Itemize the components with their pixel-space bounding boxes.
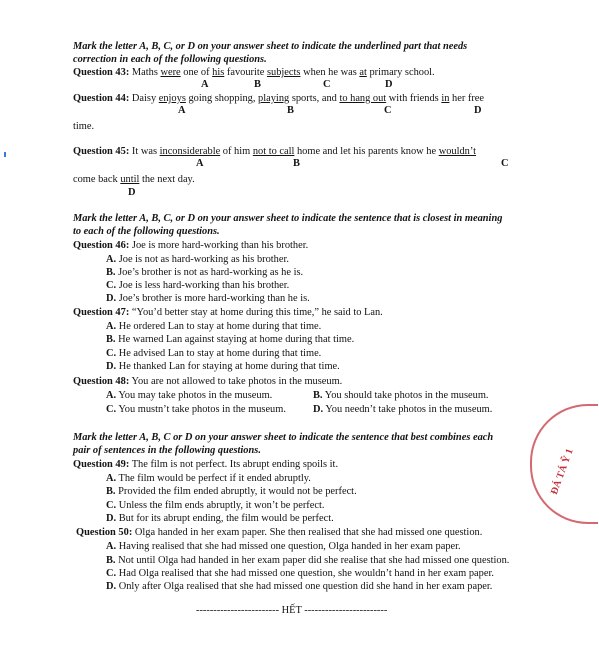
q-text: when he was (300, 67, 360, 78)
q46-option-b (106, 266, 303, 279)
underlined-part-c: subjects (266, 67, 301, 78)
option-text: Having realised that she had missed one question, Olga handed in her exam paper. (116, 541, 461, 552)
underlined-part-b: not to call (252, 146, 295, 157)
option-text: Joe’s brother is not as hard-working as he is. (115, 267, 304, 278)
q43-letter-d: D (385, 79, 393, 90)
q44-letter-a: A (178, 105, 186, 116)
q49-option-d (106, 512, 334, 525)
option-letter: C. (106, 568, 117, 579)
underlined-part-a: were (160, 67, 181, 78)
option-letter: D. (106, 361, 117, 372)
q-text: home and let his parents know he (294, 146, 439, 157)
question-stem: Joe is more hard-working than his brother. (129, 240, 309, 251)
option-letter: B. (106, 334, 116, 345)
q-text: one of (180, 67, 213, 78)
option-letter: B. (313, 390, 323, 401)
section2-instruction-line2: to each of the following questions. (73, 226, 220, 237)
q45-line2 (73, 173, 195, 186)
q-text: come back (73, 174, 121, 185)
q48-option-d (313, 403, 492, 416)
q43-letter-b: B (254, 79, 261, 90)
underlined-part-b: his (212, 67, 225, 78)
question-label: Question 46: (73, 240, 130, 251)
q50-option-b (106, 554, 509, 567)
option-letter: D. (106, 293, 117, 304)
question-stem: Olga handed in her exam paper. She then realised that she had missed one question. (132, 527, 483, 538)
underlined-part-a: inconsiderable (159, 146, 221, 157)
option-letter: A. (106, 321, 117, 332)
option-text: Provided the film ended abruptly, it would not be perfect. (115, 486, 357, 497)
question-44 (73, 92, 484, 105)
q-text: the next day. (139, 174, 195, 185)
option-text: Only after Olga realised that she had missed one question did she hand in her exam paper. (116, 581, 493, 592)
option-letter: C. (106, 348, 117, 359)
underlined-part-b: playing (258, 93, 290, 104)
option-text: Joe is not as hard-working as his brother. (116, 254, 289, 265)
q48-option-c (106, 403, 286, 416)
option-letter: B. (106, 555, 116, 566)
q45-letter-d: D (128, 187, 136, 198)
question-stem: “You’d better stay at home during this time,” he said to Lan. (129, 307, 383, 318)
q46-option-c (106, 279, 289, 292)
option-letter: A. (106, 390, 117, 401)
q-text: Daisy (129, 93, 159, 104)
q50-option-a (106, 540, 461, 553)
option-text: You mustn’t take photos in the museum. (116, 404, 286, 415)
q-text: Maths (129, 67, 161, 78)
question-48 (73, 375, 342, 388)
q50-option-d (106, 580, 492, 593)
question-label: Question 50: (76, 527, 133, 538)
end-marker: ------------------------ HẾT ------------------------ (196, 605, 388, 616)
option-letter: C. (106, 500, 117, 511)
option-letter: D. (106, 513, 117, 524)
question-49 (73, 458, 338, 471)
q43-letter-a: A (201, 79, 209, 90)
option-text: You may take photos in the museum. (116, 390, 273, 401)
option-letter: C. (106, 280, 117, 291)
option-letter: C. (106, 404, 117, 415)
option-text: He ordered Lan to stay at home during that time. (116, 321, 322, 332)
option-letter: B. (106, 267, 116, 278)
q44-letter-c: C (384, 105, 392, 116)
q46-option-a (106, 253, 289, 266)
option-letter: A. (106, 541, 117, 552)
q44-letter-d: D (474, 105, 482, 116)
q45-letter-a: A (196, 158, 204, 169)
option-text: Had Olga realised that she had missed one question, she wouldn’t hand in her exam paper. (116, 568, 494, 579)
q-text: going shopping, (185, 93, 259, 104)
q44-continuation: time. (73, 121, 95, 132)
underlined-part-c: to hang out (339, 93, 387, 104)
q47-option-a (106, 320, 321, 333)
underlined-part-d: until (120, 174, 140, 185)
option-text: The film would be perfect if it ended abruptly. (116, 473, 311, 484)
option-text: Joe is less hard-working than his brother. (116, 280, 290, 291)
section3-instruction-line2: pair of sentences in the following questions. (73, 445, 261, 456)
question-label: Question 44: (73, 93, 130, 104)
q-text: primary school. (366, 67, 435, 78)
stamp-text: ĐÁ TÁ Ỹ 1 (548, 447, 576, 497)
q47-option-c (106, 347, 321, 360)
option-letter: D. (106, 581, 117, 592)
option-text: Not until Olga had handed in her exam paper did she realise that she had missed one question. (115, 555, 510, 566)
underlined-part-c: wouldn’t (438, 146, 477, 157)
q46-option-d (106, 292, 310, 305)
question-stem: You are not allowed to take photos in the museum. (129, 376, 343, 387)
option-text: Joe’s brother is more hard-working than he is. (116, 293, 310, 304)
q47-option-b (106, 333, 354, 346)
q48-option-a (106, 389, 272, 402)
scan-mark (4, 152, 6, 157)
underlined-part-a: enjoys (158, 93, 186, 104)
question-46 (73, 239, 308, 252)
option-letter: D. (313, 404, 324, 415)
option-text: You needn’t take photos in the museum. (323, 404, 493, 415)
q-text: It was (129, 146, 160, 157)
option-text: Unless the film ends abruptly, it won’t be perfect. (116, 500, 325, 511)
section2-instruction-line1: Mark the letter A, B, C, or D on your answer sheet to indicate the sentence that is closest in meaning (73, 213, 503, 224)
option-text: He advised Lan to stay at home during that time. (116, 348, 322, 359)
q-text: of him (220, 146, 253, 157)
question-stem: The film is not perfect. Its abrupt ending spoils it. (129, 459, 339, 470)
option-text: But for its abrupt ending, the film would be perfect. (116, 513, 334, 524)
question-label: Question 45: (73, 146, 130, 157)
question-50 (76, 526, 482, 539)
question-label: Question 48: (73, 376, 130, 387)
q-text: favourite (224, 67, 267, 78)
option-text: He thanked Lan for staying at home during that time. (116, 361, 340, 372)
underlined-part-d: at (359, 67, 367, 78)
q49-option-b (106, 485, 357, 498)
question-label: Question 43: (73, 67, 130, 78)
question-45 (73, 145, 476, 158)
q45-letter-c: C (501, 158, 509, 169)
section1-instruction-line1: Mark the letter A, B, C, or D on your answer sheet to indicate the underlined part that needs (73, 41, 468, 52)
option-letter: A. (106, 254, 117, 265)
question-47 (73, 306, 383, 319)
q50-option-c (106, 567, 494, 580)
q-text: her free (449, 93, 485, 104)
option-letter: A. (106, 473, 117, 484)
question-label: Question 49: (73, 459, 130, 470)
question-label: Question 47: (73, 307, 130, 318)
section1-instruction-line2: correction in each of the following questions. (73, 54, 267, 65)
q45-letter-b: B (293, 158, 300, 169)
option-letter: B. (106, 486, 116, 497)
q44-letter-b: B (287, 105, 294, 116)
q49-option-a (106, 472, 311, 485)
underlined-part-d: in (441, 93, 450, 104)
q-text: sports, and (289, 93, 340, 104)
q47-option-d (106, 360, 340, 373)
q49-option-c (106, 499, 324, 512)
q43-letter-c: C (323, 79, 331, 90)
q-text: with friends (386, 93, 442, 104)
option-text: He warned Lan against staying at home during that time. (115, 334, 355, 345)
option-text: You should take photos in the museum. (322, 390, 489, 401)
section3-instruction-line1: Mark the letter A, B, C or D on your answer sheet to indicate the sentence that best combines each (73, 432, 494, 443)
q48-option-b (313, 389, 489, 402)
